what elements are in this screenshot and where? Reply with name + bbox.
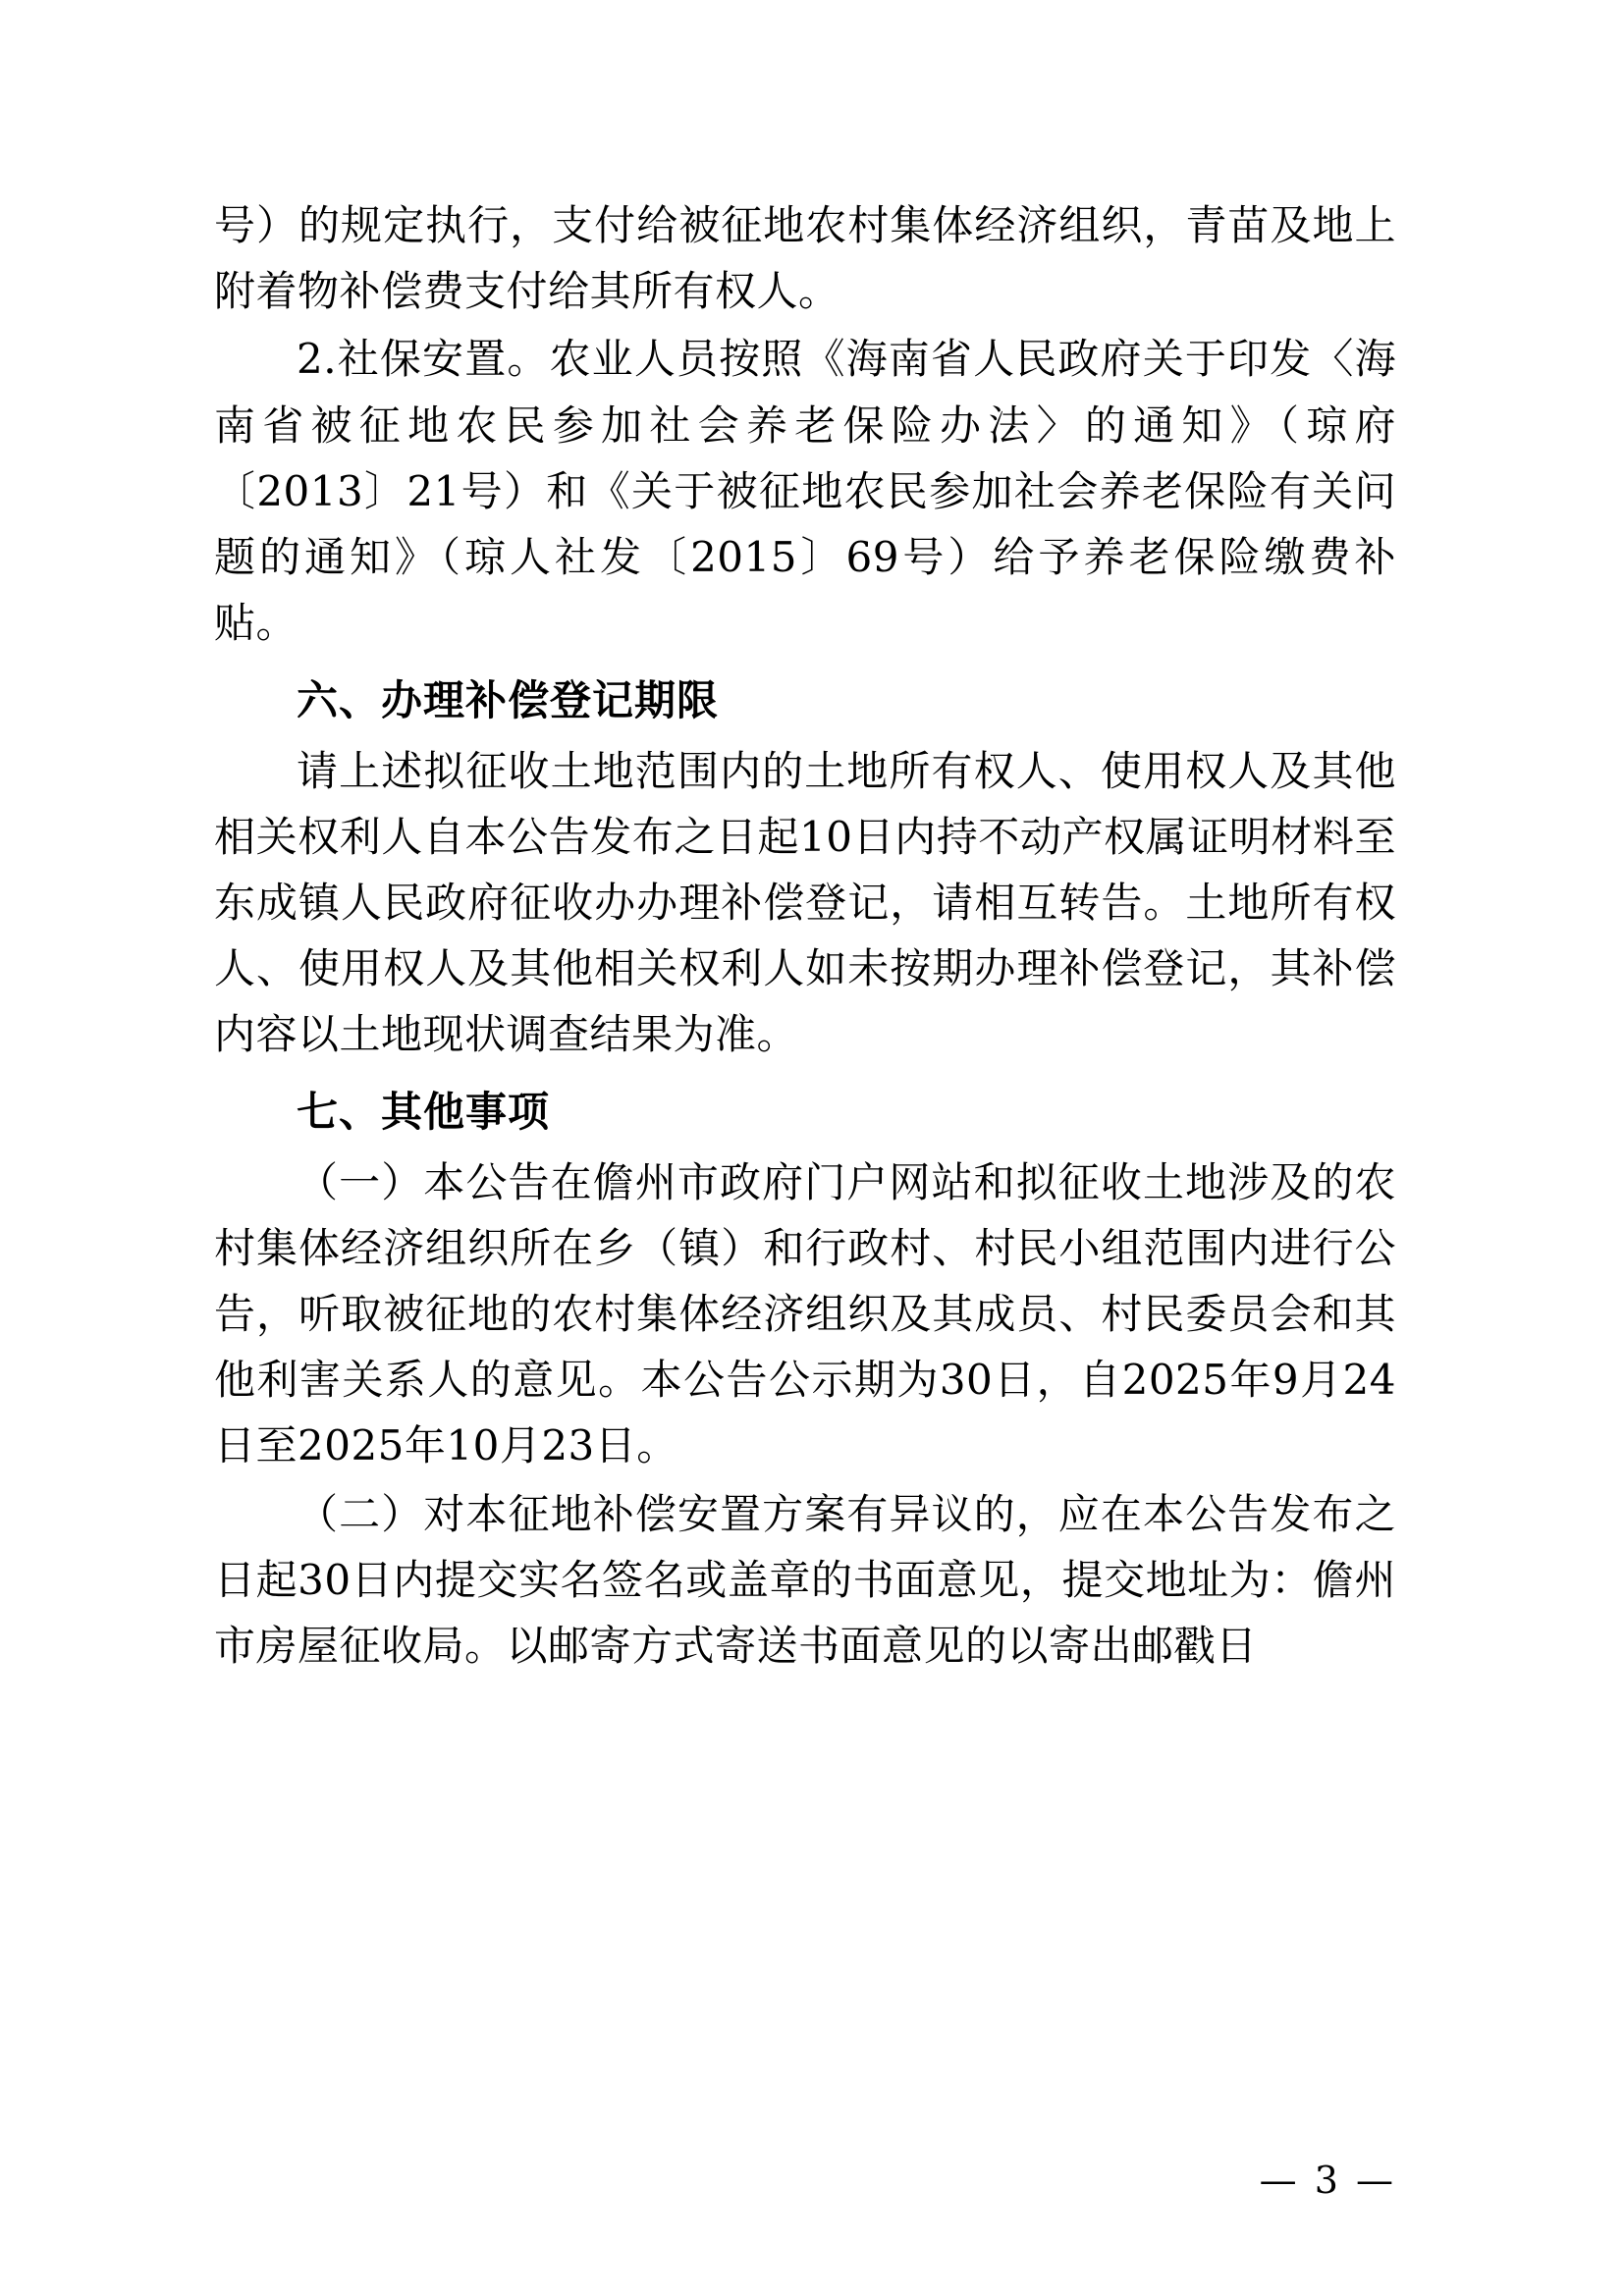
page-number: — 3 —: [1259, 2159, 1396, 2202]
paragraph-other-matters-one: （一）本公告在儋州市政府门户网站和拟征收土地涉及的农村集体经济组织所在乡（镇）和行政村、村民小组范围内进行公告，听取被征地的农村集体经济组织及其成员、村民委员会和其他利害关系人的意见。本公告公示期为30日，自2025年9月24日至2025年10月23日。: [214, 1157, 1396, 1470]
paragraph-registration-deadline: 请上述拟征收土地范围内的土地所有权人、使用权人及其他相关权利人自本公告发布之日起10日内持不动产权属证明材料至东成镇人民政府征收办办理补偿登记，请相互转告。土地所有权人、使用权人及其他相关权利人如未按期办理补偿登记，其补偿内容以土地现状调查结果为准。: [214, 746, 1396, 1059]
document-body: [214, 192, 1396, 1679]
section-heading-six: 六、办理补偿登记期限: [297, 676, 720, 725]
paragraph-other-matters-two: （二）对本征地补偿安置方案有异议的，应在本公告发布之日起30日内提交实名签名或盖章的书面意见，提交地址为：儋州市房屋征收局。以邮寄方式寄送书面意见的以寄出邮戳日: [214, 1489, 1396, 1670]
paragraph-continuation-compensation-payment: 号）的规定执行，支付给被征地农村集体经济组织，青苗及地上附着物补偿费支付给其所有权人。: [214, 201, 1396, 316]
section-heading-seven: 七、其他事项: [297, 1088, 551, 1137]
paragraph-social-security-placement: 2.社保安置。农业人员按照《海南省人民政府关于印发〈海南省被征地农民参加社会养老保险办法〉的通知》（琼府〔2013〕21号）和《关于被征地农民参加社会养老保险有关问题的通知》（琼人社发〔2015〕69号）给予养老保险缴费补贴。: [214, 335, 1396, 648]
